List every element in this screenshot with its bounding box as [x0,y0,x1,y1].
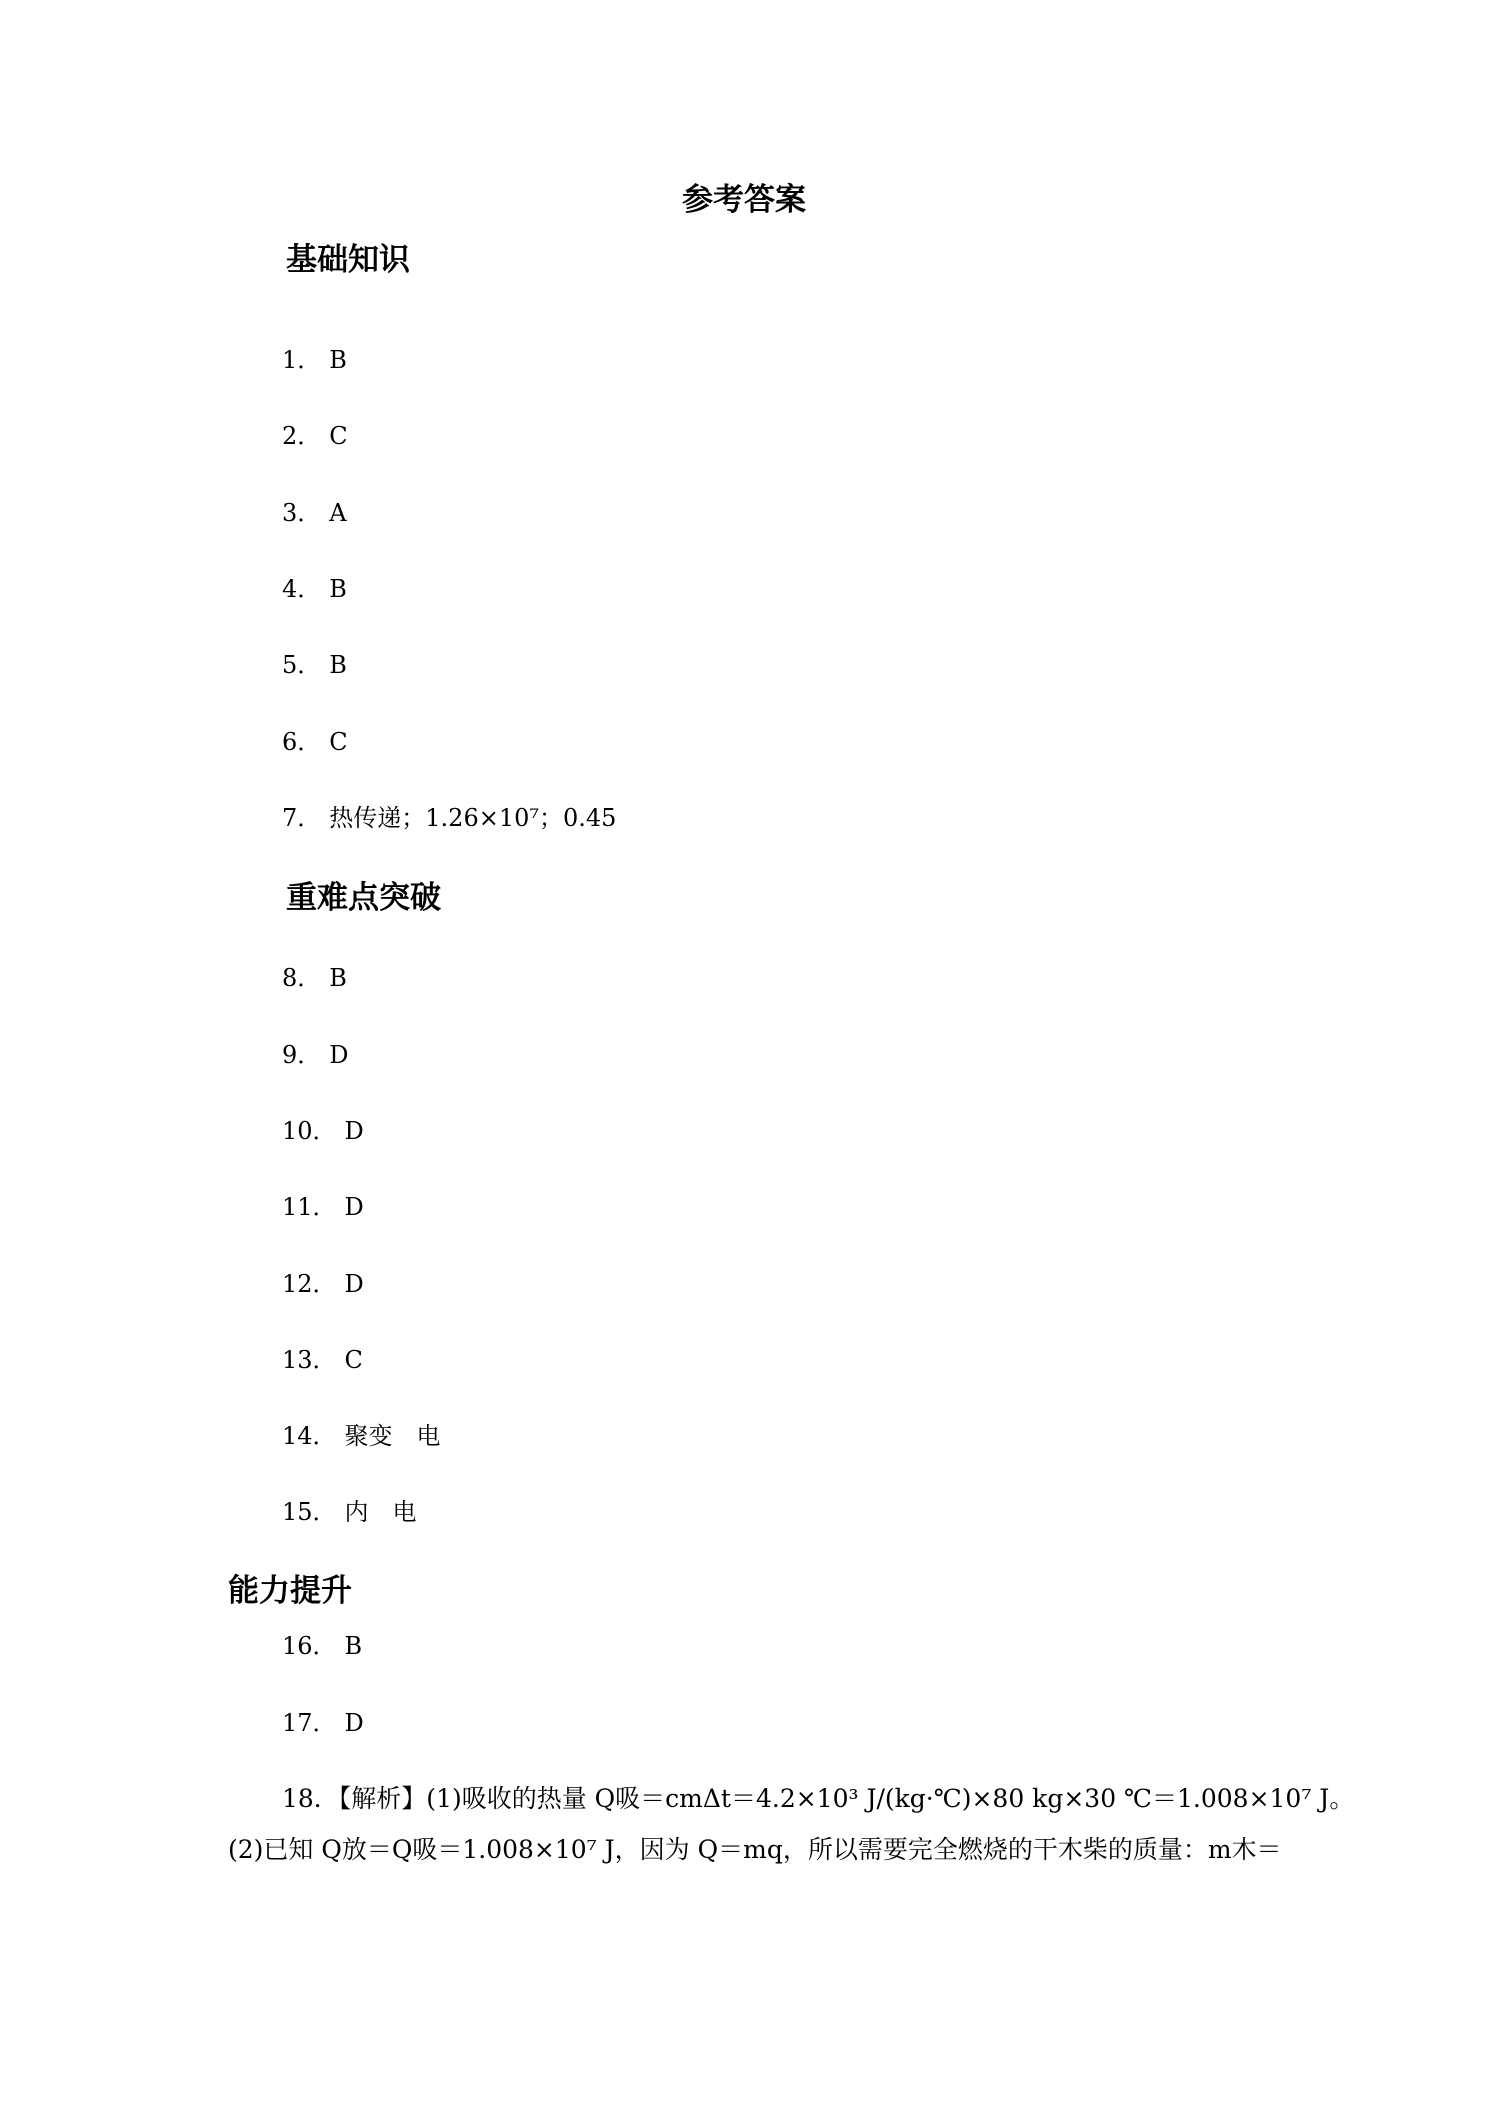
answer-text: D [344,1117,364,1145]
answer-item-17 [282,1707,364,1739]
solution-18-line-1: 18．【解析】(1)吸收的热量 Q吸＝cmΔt＝4.2×10³ J/(kg·℃)×80 kg×30 ℃＝1.008×10⁷ J。 [282,1784,1355,1813]
answer-text: B [329,575,347,603]
answer-item-16 [282,1630,362,1662]
answer-number: 10． [282,1117,337,1145]
answer-number: 16． [282,1632,337,1660]
answer-number: 1． [282,346,322,374]
answer-text: C [329,422,348,450]
answer-item-10 [282,1115,364,1147]
answer-number: 15． [282,1498,337,1526]
answer-number: 17． [282,1709,337,1737]
answer-number: 5． [282,651,322,679]
section-heading-difficult: 重难点突破 [286,880,441,916]
answer-item-9 [282,1039,349,1071]
answer-text: 内 电 [344,1498,417,1526]
answer-number: 2． [282,422,322,450]
answer-number: 13． [282,1346,337,1374]
answer-number: 7． [282,804,322,832]
answer-number: 12． [282,1270,337,1298]
answer-item-1 [282,344,347,376]
answer-text: D [344,1709,364,1737]
answer-item-6 [282,726,348,758]
answer-number: 8． [282,964,322,992]
answer-text: B [344,1632,363,1660]
section-heading-basic: 基础知识 [286,242,410,278]
answer-text: D [344,1270,364,1298]
answer-item-15 [282,1496,417,1528]
answer-text: A [329,499,347,527]
answer-text: 聚变 电 [344,1422,441,1450]
answer-item-5 [282,649,347,681]
answer-text: C [344,1346,363,1374]
solution-18-line-2: (2)已知 Q放＝Q吸＝1.008×10⁷ J，因为 Q＝mq，所以需要完全燃烧的干木柴的质量：m木＝ [228,1835,1282,1864]
answer-number: 3． [282,499,322,527]
answer-number: 14． [282,1422,337,1450]
answer-text: 热传递；1.26×10⁷；0.45 [329,804,617,832]
answer-item-13 [282,1344,363,1376]
answer-text: C [329,728,348,756]
answer-item-3 [282,497,347,529]
answer-number: 11． [282,1193,337,1221]
answer-item-8 [282,962,347,994]
answer-item-7 [282,802,616,834]
answer-number: 6． [282,728,322,756]
section-heading-ability: 能力提升 [228,1573,352,1609]
page-title: 参考答案 [682,182,806,218]
answer-item-12 [282,1268,364,1300]
answer-item-4 [282,573,347,605]
answer-text: D [329,1041,349,1069]
answer-item-2 [282,420,348,452]
answer-text: B [329,651,347,679]
answer-text: D [344,1193,364,1221]
answer-item-14 [282,1420,441,1452]
answer-number: 9． [282,1041,322,1069]
answer-text: B [329,964,347,992]
answer-number: 4． [282,575,322,603]
answer-text: B [329,346,347,374]
answer-item-11 [282,1191,364,1223]
